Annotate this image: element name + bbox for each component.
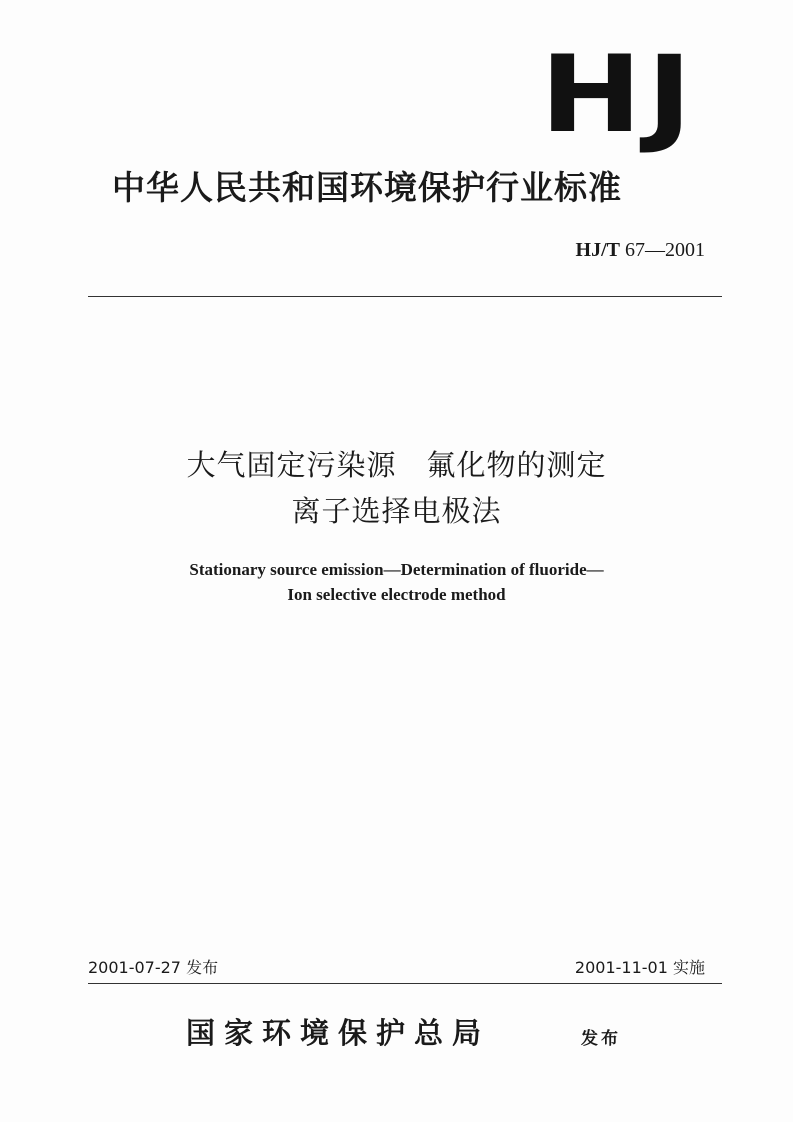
bottom-divider [88, 983, 722, 984]
title-english-line-1: Stationary source emission—Determination of fluoride— [189, 560, 604, 579]
hj-logo: HJ [540, 33, 697, 156]
agency-title: 中华人民共和国环境保护行业标准 [112, 168, 622, 207]
title-chinese-line-2: 离子选择电极法 [291, 494, 502, 528]
standard-code-number: 67—2001 [625, 239, 705, 261]
implementation-date: 2001-11-01 实施 [574, 958, 705, 977]
standard-code-prefix: HJ/T [575, 239, 620, 261]
top-divider [88, 296, 722, 297]
title-chinese-line-1: 大气固定污染源 氟化物的测定 [186, 448, 607, 482]
publisher-name: 国家环境保护总局 [186, 1016, 491, 1050]
title-english-line-2: Ion selective electrode method [287, 585, 506, 604]
standard-code [576, 237, 705, 263]
publish-label: 发布 [581, 1029, 621, 1049]
issue-date: 2001-07-27 发布 [88, 958, 219, 977]
